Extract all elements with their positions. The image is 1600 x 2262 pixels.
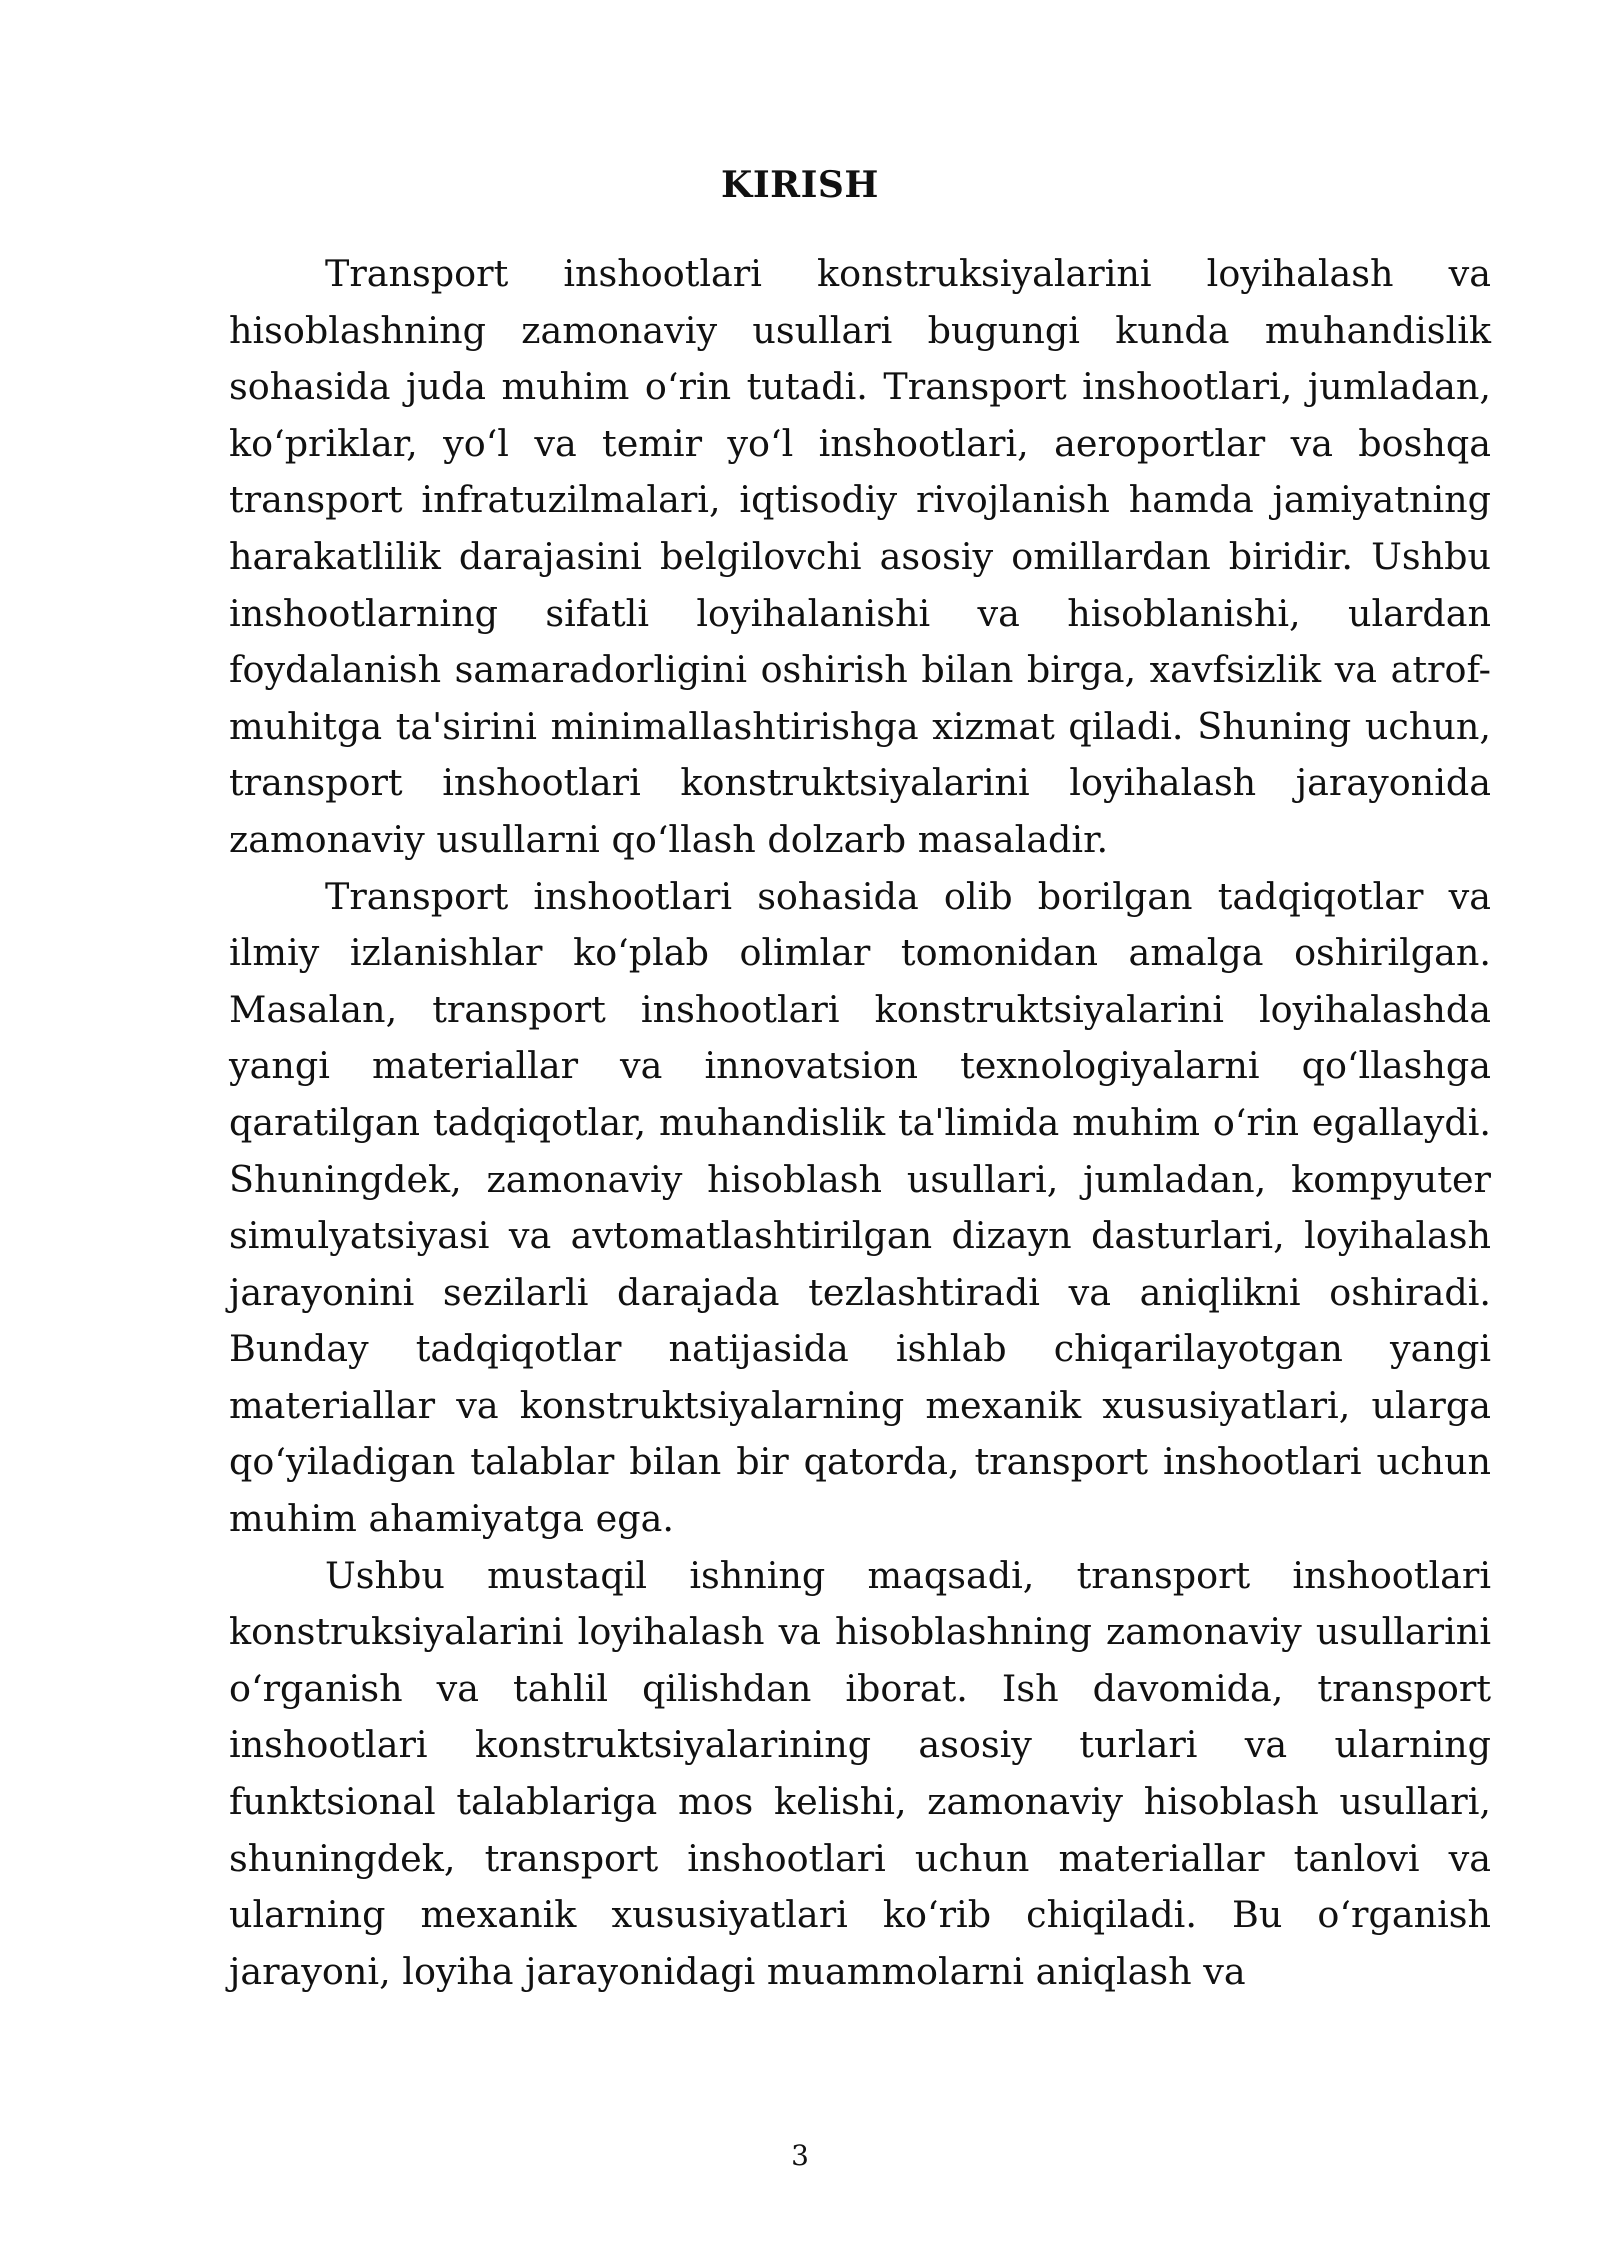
section-title: KIRISH <box>721 164 879 206</box>
paragraph-1: Transport inshootlari konstruksiyalarini loyihalash va hisoblashning zamonaviy usullari bugungi kunda muhandislik sohasida juda muhim o‘rin tutadi. Transport inshootlari, jumladan, ko‘priklar, yo‘l va temir yo‘l inshootlari, aeroportlar va boshqa transport infratuzilmalari, iqtisodiy rivojlanish hamda jamiyatning harakatlilik darajasini belgilovchi asosiy omillardan biridir. Ushbu inshootlarning sifatli loyihalanishi va hisoblanishi, ulardan foydalanish samaradorligini oshirish bilan birga, xavfsizlik va atrof-muhitga ta'sirini minimallashtirishga xizmat qiladi. Shuning uchun, transport inshootlari konstruktsiyalarini loyihalash jarayonida zamonaviy usullarni qo‘llash dolzarb masaladir. <box>229 252 1491 861</box>
paragraph-2: Transport inshootlari sohasida olib borilgan tadqiqotlar va ilmiy izlanishlar ko‘plab olimlar tomonidan amalga oshirilgan. Masalan, transport inshootlari konstruktsiyalarini loyihalashda yangi materiallar va innovatsion texnologiyalarni qo‘llashga qaratilgan tadqiqotlar, muhandislik ta'limida muhim o‘rin egallaydi. Shuningdek, zamonaviy hisoblash usullari, jumladan, kompyuter simulyatsiyasi va avtomatlashtirilgan dizayn dasturlari, loyihalash jarayonini sezilarli darajada tezlashtiradi va aniqlikni oshiradi. Bunday tadqiqotlar natijasida ishlab chiqarilayotgan yangi materiallar va konstruktsiyalarning mexanik xususiyatlari, ularga qo‘yiladigan talablar bilan bir qatorda, transport inshootlari uchun muhim ahamiyatga ega. <box>229 874 1491 1541</box>
body-text <box>229 246 1491 2000</box>
page-number: 3 <box>791 2139 809 2172</box>
paragraph-3: Ushbu mustaqil ishning maqsadi, transport inshootlari konstruksiyalarini loyihalash va hisoblashning zamonaviy usullarini o‘rganish va tahlil qilishdan iborat. Ish davomida, transport inshootlari konstruktsiyalarining asosiy turlari va ularning funktsional talablariga mos kelishi, zamonaviy hisoblash usullari, shuningdek, transport inshootlari uchun materiallar tanlovi va ularning mexanik xususiyatlari ko‘rib chiqiladi. Bu o‘rganish jarayoni, loyiha jarayonidagi muammolarni aniqlash va <box>229 1553 1491 1993</box>
